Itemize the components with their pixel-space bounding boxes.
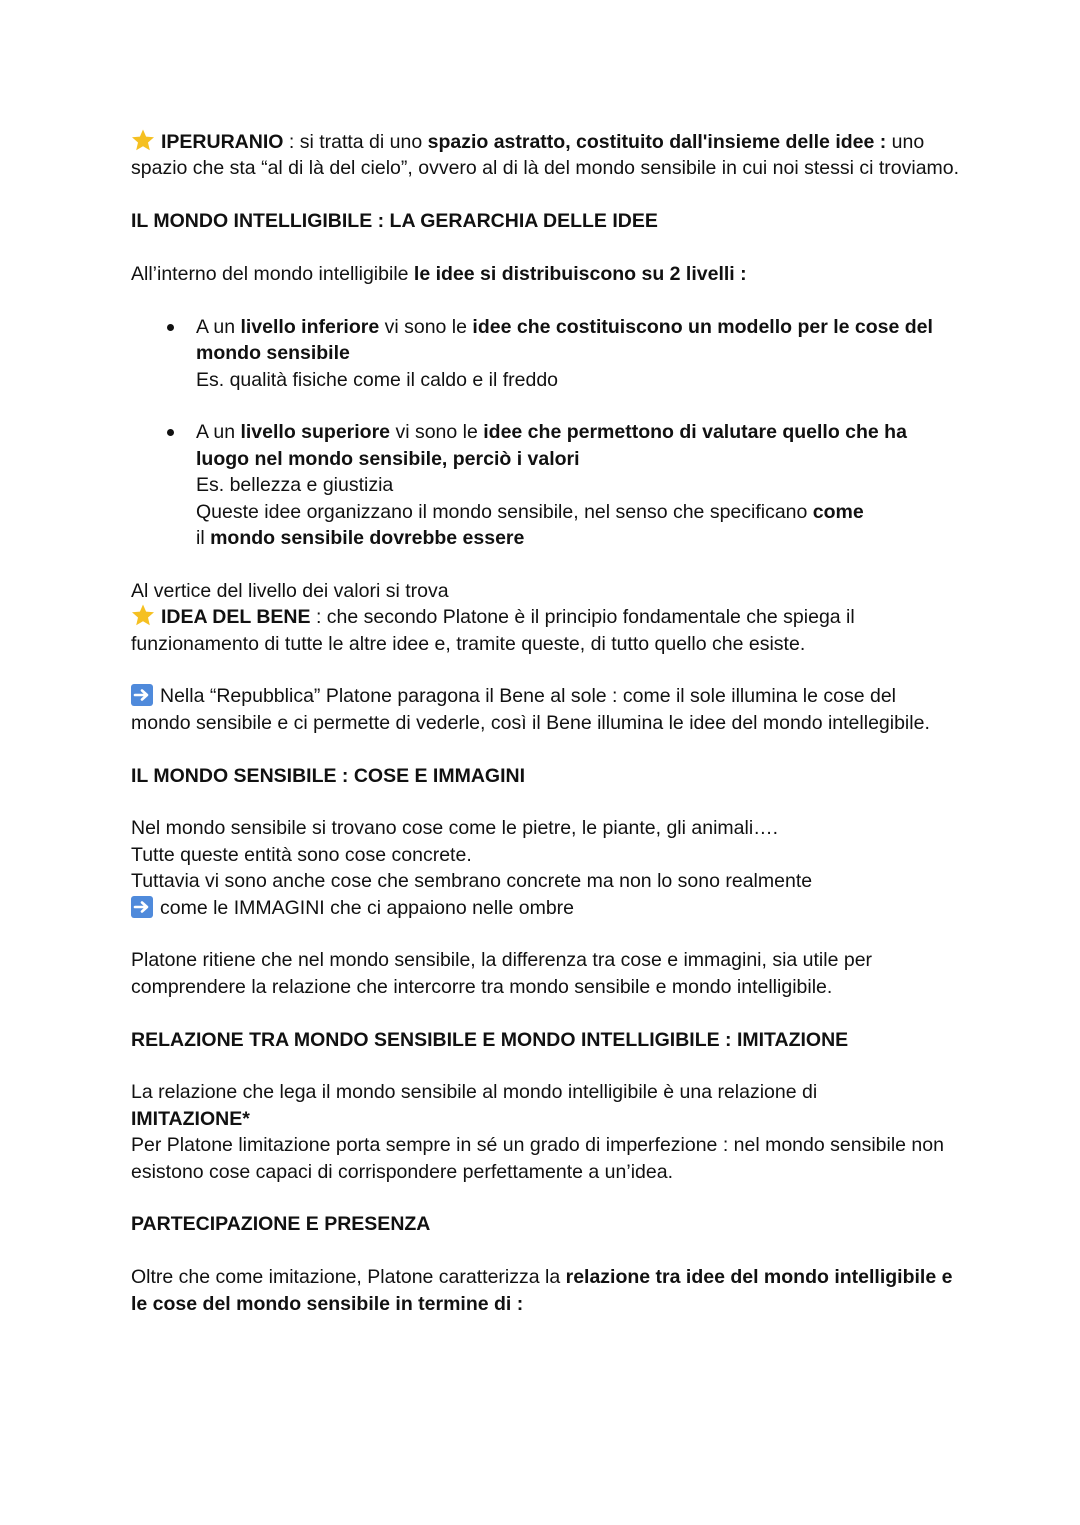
bullet-icon: [167, 429, 174, 436]
paragraph-imitazione: La relazione che lega il mondo sensibile al mondo intelligibile è una relazione di IMITAZIONE* Per Platone limitazione porta sempre in sé un grado di imperfezione : nel mondo sensibile non esistono cose capaci di corrispondere perfettamente a un’idea.: [131, 1081, 944, 1183]
star-icon: [131, 604, 155, 626]
paragraph-cose-concrete: Nel mondo sensibile si trovano cose come le pietre, le piante, gli animali…. Tutte queste entità sono cose concrete. Tuttavia vi sono anche cose che sembrano concrete ma non lo sono realmente come le IMMAGINI che ci appaiono nelle ombre: [131, 817, 813, 919]
heading-imitazione: RELAZIONE TRA MONDO SENSIBILE E MONDO INTELLIGIBILE : IMITAZIONE: [131, 1028, 849, 1051]
heading-mondo-sensibile: IL MONDO SENSIBILE : COSE E IMMAGINI: [131, 764, 525, 787]
paragraph-repubblica: Nella “Repubblica” Platone paragona il Bene al sole : come il sole illumina le cose del mondo sensibile e ci permette di vederle, così il Bene illumina le idee del mondo intellegibile.: [131, 685, 930, 734]
bullet-icon: [167, 324, 174, 331]
term-iperuranio: IPERURANIO: [161, 131, 284, 153]
list-item-livello-superiore: A un livello superiore vi sono le idee che permettono di valutare quello che ha luogo nel mondo sensibile, perciò i valori Es. bellezza e giustizia Queste idee organizzano il mondo sensibile, nel senso che specificano come il mondo sensibile dovrebbe essere: [131, 419, 961, 551]
star-icon: [131, 129, 155, 151]
paragraph-iperuranio: IPERURANIO : si tratta di uno spazio astratto, costituito dall'insieme delle idee : uno spazio che sta “al di là del cielo”, ovvero al di là del mondo sensibile in cui noi stessi ci troviamo.: [131, 131, 960, 180]
example-line: Es. bellezza e giustizia: [196, 474, 394, 497]
term-idea-del-bene: IDEA DEL BENE: [161, 606, 311, 629]
list-item-livello-inferiore: A un livello inferiore vi sono le idee che costituiscono un modello per le cose del mondo sensibile Es. qualità fisiche come il caldo e il freddo: [131, 314, 961, 393]
paragraph-partecipazione: Oltre che come imitazione, Platone caratterizza la relazione tra idee del mondo intelligibile e le cose del mondo sensibile in termine di :: [131, 1266, 953, 1315]
paragraph-differenza: Platone ritiene che nel mondo sensibile, la differenza tra cose e immagini, sia utile per comprendere la relazione che intercorre tra mondo sensibile e mondo intelligibile.: [131, 949, 873, 998]
paragraph-idea-del-bene: Al vertice del livello dei valori si trova IDEA DEL BENE : che secondo Platone è il principio fondamentale che spiega il funzionamento di tutte le altre idee e, tramite queste, di tutto quello che esiste.: [131, 579, 855, 655]
document-body: [131, 129, 961, 1317]
paragraph-livelli: All’interno del mondo intelligibile le idee si distribuiscono su 2 livelli :: [131, 263, 747, 285]
right-arrow-icon: [131, 684, 153, 706]
right-arrow-icon: [131, 896, 153, 918]
example-line: Es. qualità fisiche come il caldo e il freddo: [196, 368, 559, 391]
levels-list: [131, 314, 961, 552]
heading-mondo-intelligibile: IL MONDO INTELLIGIBILE : LA GERARCHIA DELLE IDEE: [131, 210, 658, 233]
heading-partecipazione: PARTECIPAZIONE E PRESENZA: [131, 1213, 431, 1236]
